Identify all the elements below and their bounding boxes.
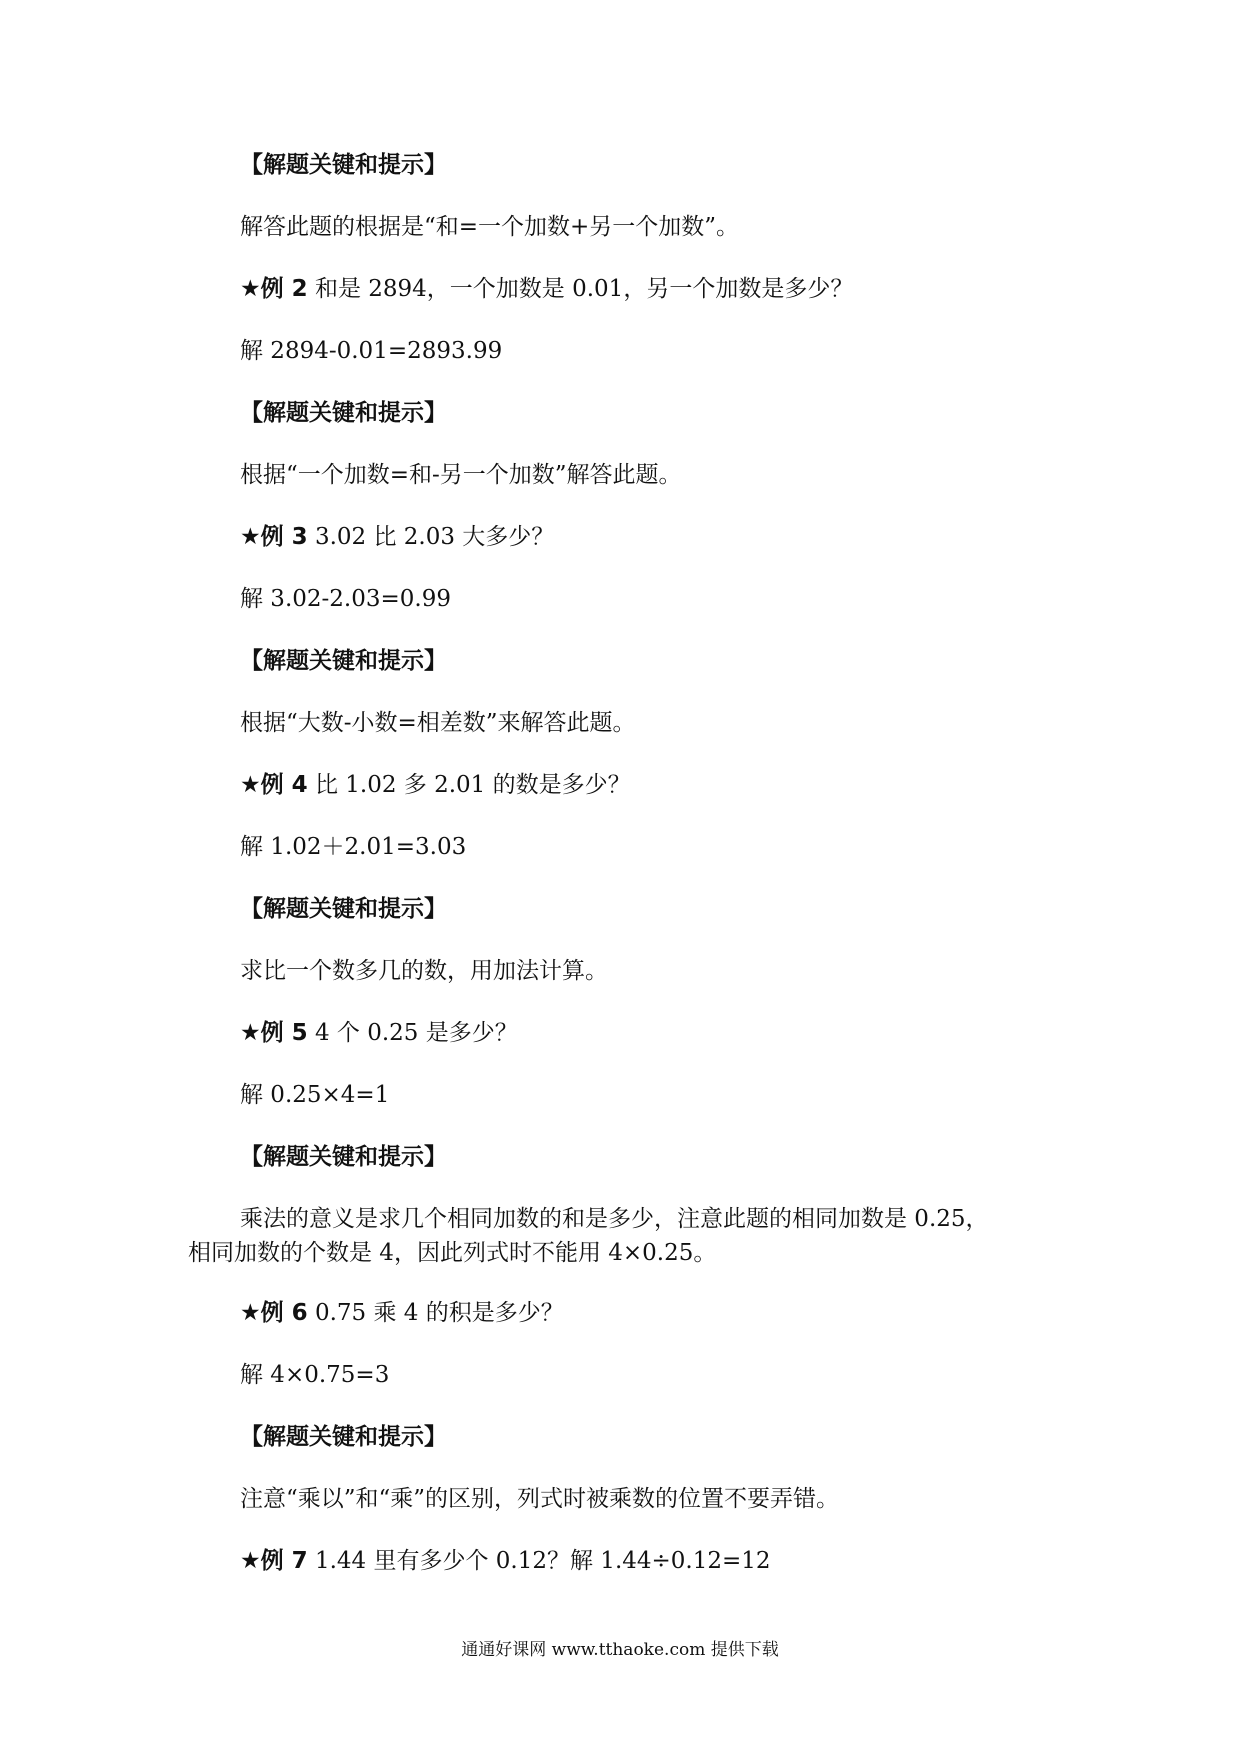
solution-line: 解 4×0.75=3 xyxy=(240,1362,390,1388)
example-label: ★例 4 xyxy=(240,772,308,798)
section-heading: 【解题关键和提示】 xyxy=(240,648,447,674)
example-question: 4 个 0.25 是多少？ xyxy=(314,1020,518,1046)
example-question: 1.44 里有多少个 0.12？解 1.44÷0.12=12 xyxy=(314,1548,771,1574)
example-2 xyxy=(240,274,853,304)
paragraph: 解答此题的根据是“和=一个加数+另一个加数”。 xyxy=(240,214,740,240)
paragraph: 注意“乘以”和“乘”的区别，列式时被乘数的位置不要弄错。 xyxy=(240,1486,840,1512)
paragraph: 乘法的意义是求几个相同加数的和是多少，注意此题的相同加数是 0.25， xyxy=(240,1206,989,1232)
example-7 xyxy=(240,1546,771,1576)
section-heading: 【解题关键和提示】 xyxy=(240,1424,447,1450)
example-question: 0.75 乘 4 的积是多少？ xyxy=(314,1300,564,1326)
paragraph-continuation: 相同加数的个数是 4，因此列式时不能用 4×0.25。 xyxy=(188,1240,717,1266)
example-question: 比 1.02 多 2.01 的数是多少？ xyxy=(314,772,631,798)
example-3 xyxy=(240,522,554,552)
paragraph: 根据“一个加数=和-另一个加数”解答此题。 xyxy=(240,462,682,488)
example-question: 和是 2894，一个加数是 0.01，另一个加数是多少？ xyxy=(314,276,854,302)
solution-line: 解 2894-0.01=2893.99 xyxy=(240,338,503,364)
example-label: ★例 6 xyxy=(240,1300,308,1326)
page-footer: 通通好课网 www.tthaoke.com 提供下载 xyxy=(461,1640,779,1660)
example-label: ★例 2 xyxy=(240,276,308,302)
paragraph: 根据“大数-小数=相差数”来解答此题。 xyxy=(240,710,636,736)
example-6 xyxy=(240,1298,564,1328)
section-heading: 【解题关键和提示】 xyxy=(240,400,447,426)
section-heading: 【解题关键和提示】 xyxy=(240,896,447,922)
example-5 xyxy=(240,1018,518,1048)
solution-line: 解 3.02-2.03=0.99 xyxy=(240,586,451,612)
example-4 xyxy=(240,770,631,800)
solution-line: 解 0.25×4=1 xyxy=(240,1082,390,1108)
section-heading: 【解题关键和提示】 xyxy=(240,152,447,178)
section-heading: 【解题关键和提示】 xyxy=(240,1144,447,1170)
paragraph: 求比一个数多几的数，用加法计算。 xyxy=(240,958,608,984)
example-label: ★例 7 xyxy=(240,1548,308,1574)
solution-line: 解 1.02＋2.01=3.03 xyxy=(240,834,467,860)
example-question: 3.02 比 2.03 大多少？ xyxy=(314,524,555,550)
example-label: ★例 5 xyxy=(240,1020,308,1046)
example-label: ★例 3 xyxy=(240,524,308,550)
